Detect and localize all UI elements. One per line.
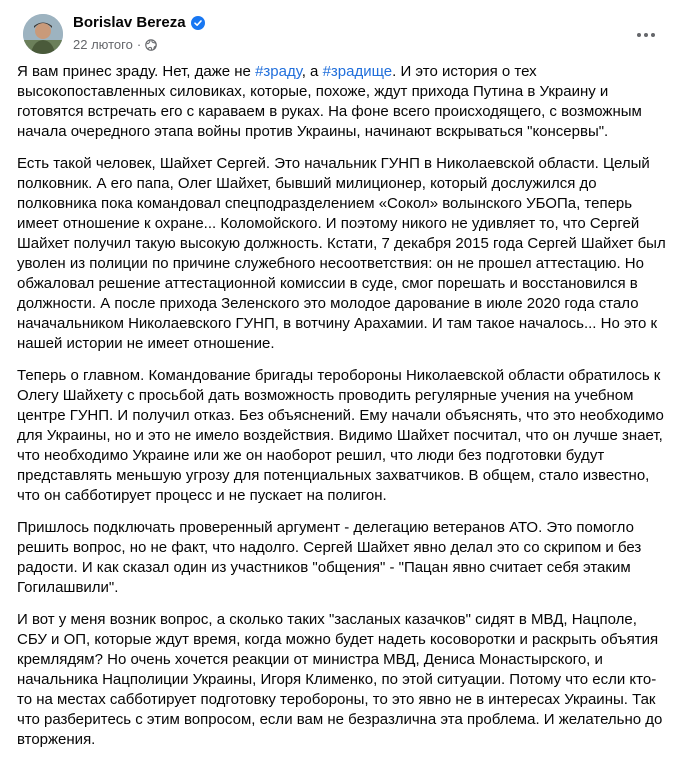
author-avatar[interactable] [23,14,63,54]
hashtag-link[interactable]: #зраду [255,63,302,80]
post-paragraph: И вот у меня возник вопрос, а сколько таких "засланых казачков" сидят в МВД, Нацполе, СБУ и ОП, которые ждут время, когда можно будет надеть косоворотки и раскрыть объятия кремлядям? Но очень хочется реакции от министра МВД, Дениса Монастырского, и начальника Нацполиции Украины, Игоря Клименко, по этой ситуации. Потому что если кто-то на местах сабботирует подготовку теробороны, то это явно не в интересах Украины. Так что разберитесь с этим вопросом, если вам не безразлична эта проблема. И желательно до вторжения. [17,611,663,748]
post-paragraph: Я вам принес зраду. Нет, даже не #зраду, а #зрадище. И это история о тех высокопоставленных силовиках, которые, похоже, ждут прихода Путина в Украину и готовятся встречать его с караваем в руках. На фоне всего происходящего, с возможным начала очередного этапа войны против Украины, начинают вскрываться "консервы". [17,63,642,140]
avatar-photo [23,14,63,54]
author-name[interactable]: Borislav Bereza [73,14,186,31]
more-options-button[interactable] [628,17,664,53]
author-line [73,14,205,31]
post-date[interactable]: 22 лютого [73,37,133,52]
meta-separator: · [136,37,142,52]
post-paragraph: Есть такой человек, Шайхет Сергей. Это начальник ГУНП в Николаевской области. Целый полковник. А его папа, Олег Шайхет, бывший милиционер, который дослужился до полковника пока командовал спецподразделением «Сокол» волынского УБОПа, теперь имеет отношение к охране... Коломойского. И поэтому никого не удивляет то, что Сергей Шайхет получил такую высокую должность. Кстати, 7 декабря 2015 года Сергей Шайхет был уволен из полиции по причине служебного несоответствия: он не прошел аттестацию. Но обжаловал решение аттестационной комиссии в суде, смог порешать и восстановился в должности. А после прихода Зеленского это молодое дарование в июле 2020 года стало начачальником Николаевского ГУНП, в вотчину Арахамии. И там такое началось... Но это к нашей истории не имеет отношение. [17,155,666,352]
post-meta [73,37,157,52]
verified-badge-icon [191,16,205,30]
hashtag-link[interactable]: #зрадище [322,63,393,80]
more-options-icon [636,32,656,38]
post-body [17,62,667,762]
globe-icon [145,39,157,51]
post-paragraph: Теперь о главном. Командование бригады теробороны Николаевской области обратилось к Олегу Шайхету с просьбой дать возможность проводить регулярные учения на учебном центре ГУНП. И получил отказ. Без объяснений. Ему начали объяснять, что это необходимо для Украины, но и это не имело воздействия. Видимо Шайхет посчитал, что он лучше знает, что необходимо Украине или же он наоборот решил, что люди без подготовки будут представлять меньшую угрозу для потенциальных захватчиков. В общем, стало известно, что он сабботирует процесс и не пускает на полигон. [17,367,664,504]
post-paragraph: Пришлось подключать проверенный аргумент - делегацию ветеранов АТО. Это помогло решить вопрос, но не факт, что надолго. Сергей Шайхет явно делал это со скрипом и без радости. И как сказал один из участников "общения" - "Пацан явно считает себя этаким Гогилашвили". [17,519,642,596]
post-header [17,7,664,57]
